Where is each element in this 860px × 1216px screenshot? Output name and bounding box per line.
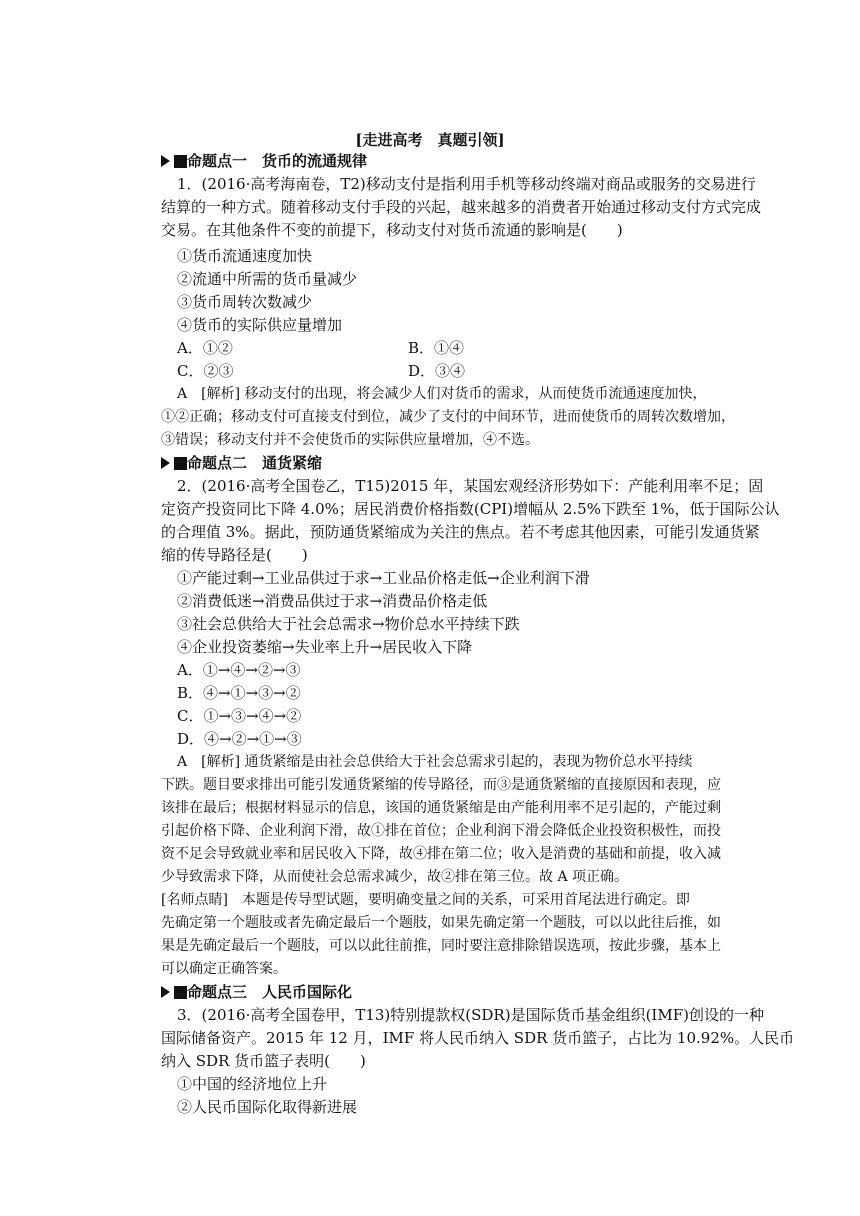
question-line: 交易。在其他条件不变的前提下，移动支付对货币流通的影响是( ) bbox=[161, 221, 623, 239]
question-line: 国际储备资产。2015 年 12 月，IMF 将人民币纳入 SDR 货币篮子，占比为 10.92%。人民币 bbox=[161, 1029, 795, 1047]
option-item: ④货币的实际供应量增加 bbox=[177, 316, 343, 334]
triangle-marker-icon bbox=[161, 986, 170, 998]
tip-line: 先确定第一个题肢或者先确定最后一个题肢，如果先确定第一个题肢，可以以此往后推，如 bbox=[161, 915, 721, 931]
option-item: ①中国的经济地位上升 bbox=[177, 1075, 328, 1093]
explanation-line: 资不足会导致就业率和居民收入下降，故④排在第二位；收入是消费的基础和前提，收入减 bbox=[161, 846, 721, 862]
explanation-line: 少导致需求下降，从而使社会总需求减少，故②排在第三位。故 A 项正确。 bbox=[161, 869, 629, 885]
triangle-marker-icon bbox=[161, 155, 170, 167]
explanation-line: 下跌。题目要求排出可能引发通货紧缩的传导路径，而③是通货紧缩的直接原因和表现，应 bbox=[161, 777, 721, 793]
explanation-line: ③错误；移动支付并不会使货币的实际供应量增加，④不选。 bbox=[161, 432, 539, 448]
option-item: ④企业投资萎缩→失业率上升→居民收入下降 bbox=[177, 638, 473, 656]
section-banner: [走进高考 真题引领] bbox=[355, 131, 505, 149]
question-line: 纳入 SDR 货币篮子表明( ) bbox=[161, 1052, 366, 1070]
choice-c: C．①→③→④→② bbox=[177, 707, 302, 725]
square-marker-icon bbox=[174, 457, 187, 470]
option-item: ③社会总供给大于社会总需求→物价总水平持续下跌 bbox=[177, 615, 520, 633]
question-line: 3．(2016·高考全国卷甲，T13)特别提款权(SDR)是国际货币基金组织(IMF)创设的一种 bbox=[177, 1006, 764, 1024]
choice-b: B．①④ bbox=[408, 339, 465, 357]
option-item: ①货币流通速度加快 bbox=[177, 247, 313, 265]
question-line: 结算的一种方式。随着移动支付手段的兴起，越来越多的消费者开始通过移动支付方式完成 bbox=[161, 198, 762, 216]
tip-line: 果是先确定最后一个题肢，可以以此往前推，同时要注意排除错误选项，按此步骤，基本上 bbox=[161, 938, 721, 954]
section-heading-2 bbox=[161, 453, 322, 473]
square-marker-icon bbox=[174, 155, 187, 168]
question-line: 1．(2016·高考海南卷，T2)移动支付是指利用手机等移动终端对商品或服务的交易进行 bbox=[177, 175, 756, 193]
section-heading-3 bbox=[161, 982, 352, 1002]
explanation-line: A [解析] 通货紧缩是由社会总供给大于社会总需求引起的，表现为物价总水平持续 bbox=[177, 754, 693, 770]
question-line: 定资产投资同比下降 4.0%；居民消费价格指数(CPI)增幅从 2.5%下跌至 1%，低于国际公认 bbox=[161, 500, 780, 518]
question-line: 的合理值 3%。据此，预防通货紧缩成为关注的焦点。若不考虑其他因素，可能引发通货紧 bbox=[161, 523, 760, 541]
option-item: ①产能过剩→工业品供过于求→工业品价格走低→企业利润下滑 bbox=[177, 569, 590, 587]
choice-d: D．③④ bbox=[408, 362, 466, 380]
heading-text: 命题点二 通货紧缩 bbox=[187, 454, 323, 472]
choice-d: D．④→②→①→③ bbox=[177, 730, 302, 748]
question-line: 缩的传导路径是( ) bbox=[161, 546, 308, 564]
option-item: ③货币周转次数减少 bbox=[177, 293, 313, 311]
choice-b: B．④→①→③→② bbox=[177, 684, 301, 702]
tip-line: 可以确定正确答案。 bbox=[161, 961, 287, 977]
explanation-line: ①②正确；移动支付可直接支付到位，减少了支付的中间环节，进而使货币的周转次数增加， bbox=[161, 409, 735, 425]
explanation-line: 该排在最后；根据材料显示的信息，该国的通货紧缩是由产能利用率不足引起的，产能过剩 bbox=[161, 800, 721, 816]
tip-line: [名师点睛] 本题是传导型试题，要明确变量之间的关系，可采用首尾法进行确定。即 bbox=[161, 892, 690, 908]
option-item: ②人民币国际化取得新进展 bbox=[177, 1098, 358, 1116]
heading-text: 命题点一 货币的流通规律 bbox=[187, 152, 368, 170]
option-item: ②消费低迷→消费品供过于求→消费品价格走低 bbox=[177, 592, 488, 610]
explanation-line: 引起价格下降、企业利润下滑，故①排在首位；企业利润下滑会降低企业投资积极性，而投 bbox=[161, 823, 721, 839]
heading-text: 命题点三 人民币国际化 bbox=[187, 983, 353, 1001]
option-item: ②流通中所需的货币量减少 bbox=[177, 270, 358, 288]
section-heading-1 bbox=[161, 151, 367, 171]
choice-a: A．①② bbox=[177, 339, 233, 357]
explanation-line: A [解析] 移动支付的出现，将会减少人们对货币的需求，从而使货币流通速度加快， bbox=[177, 386, 707, 402]
choice-a: A．①→④→②→③ bbox=[177, 661, 301, 679]
choice-c: C．②③ bbox=[177, 362, 234, 380]
square-marker-icon bbox=[174, 986, 187, 999]
triangle-marker-icon bbox=[161, 457, 170, 469]
question-line: 2．(2016·高考全国卷乙，T15)2015 年，某国宏观经济形势如下：产能利用率不足；固 bbox=[177, 477, 764, 495]
